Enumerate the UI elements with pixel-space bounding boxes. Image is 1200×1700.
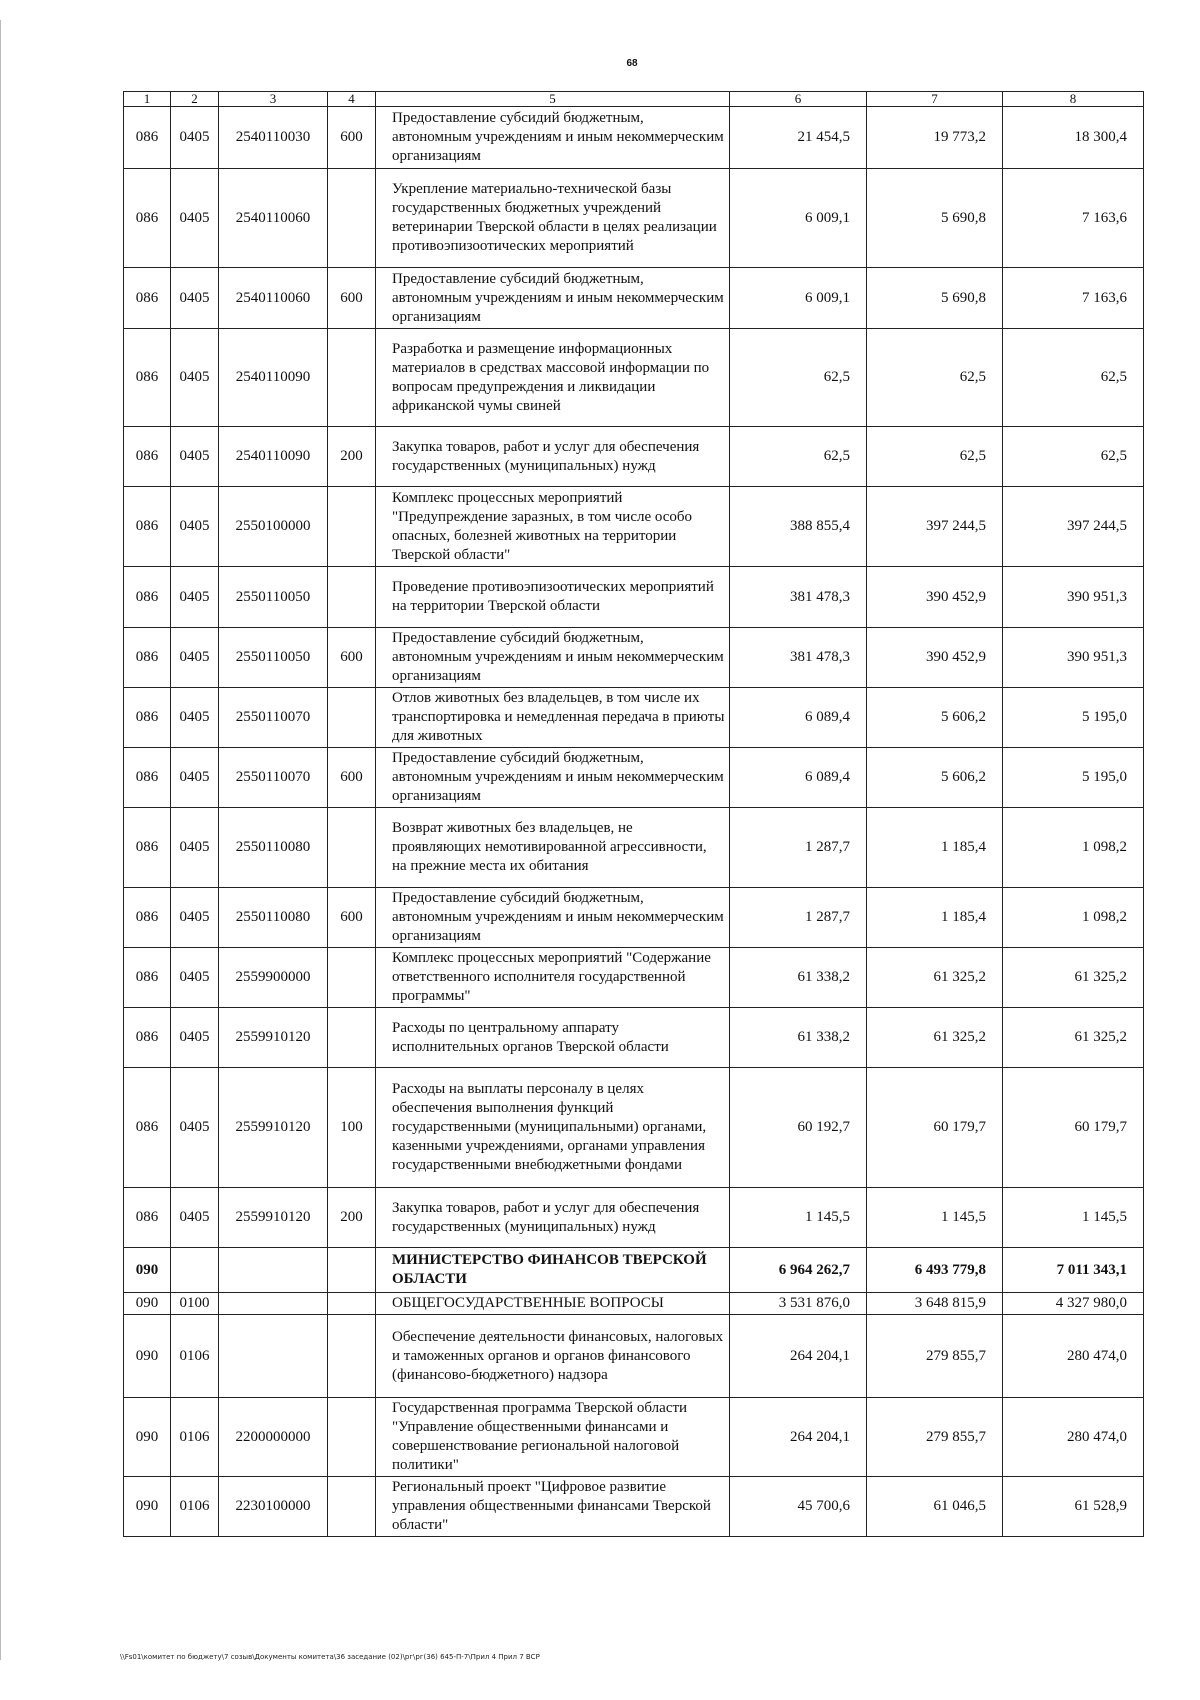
- cell-description: Предоставление субсидий бюджетным, автономным учреждениям и иным некоммерческим организациям: [376, 748, 730, 808]
- cell-amount-col6: 62,5: [730, 427, 867, 487]
- cell-section-code: 0106: [171, 1315, 219, 1398]
- table-row: [124, 1248, 1144, 1293]
- table-row: [124, 1398, 1144, 1477]
- cell-admin-code: 090: [124, 1477, 171, 1537]
- cell-expense-type: 100: [328, 1068, 376, 1188]
- budget-table: [123, 91, 1144, 1537]
- cell-description: Региональный проект "Цифровое развитие управления общественными финансами Тверской области": [376, 1477, 730, 1537]
- cell-description: Отлов животных без владельцев, в том числе их транспортировка и немедленная передача в приюты для животных: [376, 688, 730, 748]
- cell-description: Укрепление материально-технической базы государственных бюджетных учреждений ветеринарии Тверской области в целях реализации противоэпизоотических мероприятий: [376, 169, 730, 268]
- cell-target-article: [219, 1315, 328, 1398]
- cell-amount-col7: 5 606,2: [867, 748, 1003, 808]
- cell-admin-code: 086: [124, 948, 171, 1008]
- cell-expense-type: [328, 169, 376, 268]
- column-header: 4: [328, 92, 376, 107]
- cell-section-code: 0405: [171, 169, 219, 268]
- cell-section-code: 0405: [171, 329, 219, 427]
- cell-amount-col7: 3 648 815,9: [867, 1293, 1003, 1315]
- cell-section-code: 0100: [171, 1293, 219, 1315]
- cell-target-article: 2559910120: [219, 1008, 328, 1068]
- cell-amount-col7: 61 046,5: [867, 1477, 1003, 1537]
- cell-description: Предоставление субсидий бюджетным, автономным учреждениям и иным некоммерческим организациям: [376, 107, 730, 169]
- cell-amount-col7: 62,5: [867, 427, 1003, 487]
- cell-amount-col8: 280 474,0: [1003, 1398, 1144, 1477]
- cell-amount-col8: 61 325,2: [1003, 1008, 1144, 1068]
- cell-description: Комплекс процессных мероприятий "Предупреждение заразных, в том числе особо опасных, болезней животных на территории Тверской области": [376, 487, 730, 567]
- cell-amount-col8: 4 327 980,0: [1003, 1293, 1144, 1315]
- table-row: [124, 567, 1144, 628]
- cell-amount-col7: 5 606,2: [867, 688, 1003, 748]
- cell-amount-col7: 60 179,7: [867, 1068, 1003, 1188]
- cell-admin-code: 090: [124, 1248, 171, 1293]
- cell-expense-type: 600: [328, 748, 376, 808]
- cell-target-article: 2559910120: [219, 1068, 328, 1188]
- cell-section-code: 0405: [171, 688, 219, 748]
- cell-amount-col8: 18 300,4: [1003, 107, 1144, 169]
- cell-target-article: 2550110050: [219, 628, 328, 688]
- cell-amount-col6: 6 089,4: [730, 688, 867, 748]
- cell-section-code: 0405: [171, 808, 219, 888]
- cell-amount-col6: 62,5: [730, 329, 867, 427]
- cell-amount-col8: 7 163,6: [1003, 169, 1144, 268]
- cell-amount-col6: 264 204,1: [730, 1315, 867, 1398]
- cell-expense-type: [328, 1008, 376, 1068]
- table-row: [124, 487, 1144, 567]
- cell-target-article: 2550110070: [219, 748, 328, 808]
- table-row: [124, 329, 1144, 427]
- cell-section-code: 0405: [171, 948, 219, 1008]
- cell-section-code: 0405: [171, 1008, 219, 1068]
- cell-target-article: 2230100000: [219, 1477, 328, 1537]
- cell-expense-type: [328, 1477, 376, 1537]
- cell-amount-col7: 397 244,5: [867, 487, 1003, 567]
- cell-section-code: 0405: [171, 628, 219, 688]
- cell-description: Предоставление субсидий бюджетным, автономным учреждениям и иным некоммерческим организациям: [376, 888, 730, 948]
- cell-expense-type: [328, 1315, 376, 1398]
- cell-amount-col6: 1 145,5: [730, 1188, 867, 1248]
- cell-amount-col7: 61 325,2: [867, 948, 1003, 1008]
- table-row: [124, 808, 1144, 888]
- cell-description: Предоставление субсидий бюджетным, автономным учреждениям и иным некоммерческим организациям: [376, 268, 730, 329]
- cell-target-article: 2540110030: [219, 107, 328, 169]
- table-row: [124, 1188, 1144, 1248]
- cell-amount-col6: 61 338,2: [730, 948, 867, 1008]
- cell-amount-col6: 60 192,7: [730, 1068, 867, 1188]
- cell-expense-type: 200: [328, 427, 376, 487]
- cell-amount-col6: 381 478,3: [730, 567, 867, 628]
- cell-amount-col7: 62,5: [867, 329, 1003, 427]
- column-header: 5: [376, 92, 730, 107]
- cell-admin-code: 090: [124, 1293, 171, 1315]
- cell-amount-col8: 7 163,6: [1003, 268, 1144, 329]
- cell-description: Расходы на выплаты персоналу в целях обеспечения выполнения функций государственными (муниципальными) органами, казенными учреждениями, органами управления государственными внебюджетными фондами: [376, 1068, 730, 1188]
- table-row: [124, 1477, 1144, 1537]
- table-body: [124, 107, 1144, 1537]
- cell-admin-code: 086: [124, 268, 171, 329]
- cell-amount-col7: 279 855,7: [867, 1398, 1003, 1477]
- cell-admin-code: 086: [124, 808, 171, 888]
- cell-target-article: 2550110050: [219, 567, 328, 628]
- cell-amount-col6: 1 287,7: [730, 888, 867, 948]
- cell-amount-col8: 1 098,2: [1003, 808, 1144, 888]
- cell-admin-code: 086: [124, 888, 171, 948]
- cell-amount-col7: 390 452,9: [867, 567, 1003, 628]
- column-header: 3: [219, 92, 328, 107]
- cell-amount-col6: 264 204,1: [730, 1398, 867, 1477]
- cell-expense-type: [328, 688, 376, 748]
- cell-description: Расходы по центральному аппарату исполнительных органов Тверской области: [376, 1008, 730, 1068]
- table-row: [124, 1315, 1144, 1398]
- scan-margin-line: [0, 20, 1, 1660]
- cell-amount-col8: 61 528,9: [1003, 1477, 1144, 1537]
- cell-admin-code: 086: [124, 107, 171, 169]
- cell-amount-col8: 5 195,0: [1003, 748, 1144, 808]
- cell-section-code: 0405: [171, 888, 219, 948]
- cell-target-article: 2200000000: [219, 1398, 328, 1477]
- cell-description: Разработка и размещение информационных материалов в средствах массовой информации по вопросам предупреждения и ликвидации африканской чумы свиней: [376, 329, 730, 427]
- cell-target-article: 2540110060: [219, 268, 328, 329]
- cell-amount-col8: 397 244,5: [1003, 487, 1144, 567]
- cell-admin-code: 086: [124, 688, 171, 748]
- cell-section-code: 0106: [171, 1398, 219, 1477]
- cell-admin-code: 086: [124, 169, 171, 268]
- table-row: [124, 628, 1144, 688]
- cell-description: Предоставление субсидий бюджетным, автономным учреждениям и иным некоммерческим организациям: [376, 628, 730, 688]
- cell-amount-col6: 6 009,1: [730, 169, 867, 268]
- cell-description: Закупка товаров, работ и услуг для обеспечения государственных (муниципальных) нужд: [376, 1188, 730, 1248]
- table-row: [124, 1008, 1144, 1068]
- cell-admin-code: 086: [124, 1008, 171, 1068]
- cell-amount-col7: 1 145,5: [867, 1188, 1003, 1248]
- cell-admin-code: 086: [124, 427, 171, 487]
- cell-section-code: [171, 1248, 219, 1293]
- cell-expense-type: 600: [328, 628, 376, 688]
- cell-amount-col8: 1 145,5: [1003, 1188, 1144, 1248]
- table-row: [124, 268, 1144, 329]
- cell-amount-col7: 6 493 779,8: [867, 1248, 1003, 1293]
- cell-amount-col6: 388 855,4: [730, 487, 867, 567]
- cell-amount-col8: 62,5: [1003, 329, 1144, 427]
- cell-amount-col8: 62,5: [1003, 427, 1144, 487]
- cell-target-article: 2540110090: [219, 329, 328, 427]
- column-header: 6: [730, 92, 867, 107]
- cell-target-article: 2550110070: [219, 688, 328, 748]
- cell-section-code: 0405: [171, 748, 219, 808]
- cell-admin-code: 086: [124, 1188, 171, 1248]
- cell-amount-col8: 390 951,3: [1003, 628, 1144, 688]
- cell-admin-code: 086: [124, 1068, 171, 1188]
- cell-expense-type: 600: [328, 888, 376, 948]
- cell-description: Проведение противоэпизоотических мероприятий на территории Тверской области: [376, 567, 730, 628]
- cell-amount-col8: 7 011 343,1: [1003, 1248, 1144, 1293]
- cell-section-code: 0106: [171, 1477, 219, 1537]
- cell-amount-col7: 1 185,4: [867, 808, 1003, 888]
- cell-amount-col7: 279 855,7: [867, 1315, 1003, 1398]
- cell-admin-code: 090: [124, 1315, 171, 1398]
- cell-target-article: 2540110060: [219, 169, 328, 268]
- cell-expense-type: [328, 1293, 376, 1315]
- table-row: [124, 688, 1144, 748]
- cell-expense-type: [328, 329, 376, 427]
- cell-amount-col8: 280 474,0: [1003, 1315, 1144, 1398]
- cell-description: МИНИСТЕРСТВО ФИНАНСОВ ТВЕРСКОЙ ОБЛАСТИ: [376, 1248, 730, 1293]
- cell-expense-type: [328, 487, 376, 567]
- cell-description: ОБЩЕГОСУДАРСТВЕННЫЕ ВОПРОСЫ: [376, 1293, 730, 1315]
- cell-section-code: 0405: [171, 268, 219, 329]
- cell-amount-col6: 21 454,5: [730, 107, 867, 169]
- cell-target-article: 2550100000: [219, 487, 328, 567]
- cell-expense-type: [328, 948, 376, 1008]
- table-row: [124, 948, 1144, 1008]
- page-number: 68: [626, 58, 638, 69]
- cell-amount-col6: 3 531 876,0: [730, 1293, 867, 1315]
- cell-amount-col8: 390 951,3: [1003, 567, 1144, 628]
- cell-section-code: 0405: [171, 427, 219, 487]
- column-header: 1: [124, 92, 171, 107]
- table-row: [124, 1068, 1144, 1188]
- cell-admin-code: 086: [124, 567, 171, 628]
- cell-expense-type: [328, 808, 376, 888]
- cell-amount-col6: 381 478,3: [730, 628, 867, 688]
- cell-amount-col8: 61 325,2: [1003, 948, 1144, 1008]
- cell-amount-col8: 60 179,7: [1003, 1068, 1144, 1188]
- cell-amount-col7: 1 185,4: [867, 888, 1003, 948]
- table-row: [124, 107, 1144, 169]
- cell-expense-type: 600: [328, 268, 376, 329]
- cell-description: Закупка товаров, работ и услуг для обеспечения государственных (муниципальных) нужд: [376, 427, 730, 487]
- cell-expense-type: 600: [328, 107, 376, 169]
- cell-expense-type: [328, 1398, 376, 1477]
- cell-amount-col6: 6 964 262,7: [730, 1248, 867, 1293]
- cell-target-article: [219, 1248, 328, 1293]
- cell-section-code: 0405: [171, 487, 219, 567]
- cell-description: Возврат животных без владельцев, не проявляющих немотивированной агрессивности, на прежние места их обитания: [376, 808, 730, 888]
- table-row: [124, 888, 1144, 948]
- cell-amount-col6: 45 700,6: [730, 1477, 867, 1537]
- cell-target-article: 2559900000: [219, 948, 328, 1008]
- cell-description: Государственная программа Тверской области "Управление общественными финансами и совершенствование региональной налоговой политики": [376, 1398, 730, 1477]
- cell-section-code: 0405: [171, 1068, 219, 1188]
- cell-amount-col7: 19 773,2: [867, 107, 1003, 169]
- cell-admin-code: 086: [124, 748, 171, 808]
- table-row: [124, 427, 1144, 487]
- cell-admin-code: 086: [124, 487, 171, 567]
- column-header: 2: [171, 92, 219, 107]
- cell-section-code: 0405: [171, 567, 219, 628]
- cell-amount-col6: 6 089,4: [730, 748, 867, 808]
- table-row: [124, 169, 1144, 268]
- cell-admin-code: 090: [124, 1398, 171, 1477]
- cell-amount-col6: 61 338,2: [730, 1008, 867, 1068]
- cell-expense-type: [328, 1248, 376, 1293]
- cell-amount-col6: 6 009,1: [730, 268, 867, 329]
- table-row: [124, 1293, 1144, 1315]
- cell-amount-col6: 1 287,7: [730, 808, 867, 888]
- column-header: 7: [867, 92, 1003, 107]
- cell-admin-code: 086: [124, 329, 171, 427]
- cell-target-article: 2550110080: [219, 888, 328, 948]
- cell-admin-code: 086: [124, 628, 171, 688]
- cell-amount-col7: 390 452,9: [867, 628, 1003, 688]
- cell-amount-col8: 1 098,2: [1003, 888, 1144, 948]
- column-header: 8: [1003, 92, 1144, 107]
- cell-target-article: 2540110090: [219, 427, 328, 487]
- table-row: [124, 748, 1144, 808]
- cell-section-code: 0405: [171, 107, 219, 169]
- cell-target-article: [219, 1293, 328, 1315]
- cell-description: Обеспечение деятельности финансовых, налоговых и таможенных органов и органов финансового (финансово-бюджетного) надзора: [376, 1315, 730, 1398]
- cell-target-article: 2559910120: [219, 1188, 328, 1248]
- cell-amount-col7: 5 690,8: [867, 169, 1003, 268]
- cell-description: Комплекс процессных мероприятий "Содержание ответственного исполнителя государственной программы": [376, 948, 730, 1008]
- footer-file-path: \\Fs01\комитет по бюджету\7 созыв\Документы комитета\36 заседание (02)\рг\рг(36) 645-П-7\Прил 4 Прил 7 ВСР: [120, 1653, 540, 1661]
- cell-section-code: 0405: [171, 1188, 219, 1248]
- column-number-header: [124, 92, 1144, 107]
- cell-amount-col7: 5 690,8: [867, 268, 1003, 329]
- cell-amount-col8: 5 195,0: [1003, 688, 1144, 748]
- cell-amount-col7: 61 325,2: [867, 1008, 1003, 1068]
- cell-expense-type: 200: [328, 1188, 376, 1248]
- cell-expense-type: [328, 567, 376, 628]
- cell-target-article: 2550110080: [219, 808, 328, 888]
